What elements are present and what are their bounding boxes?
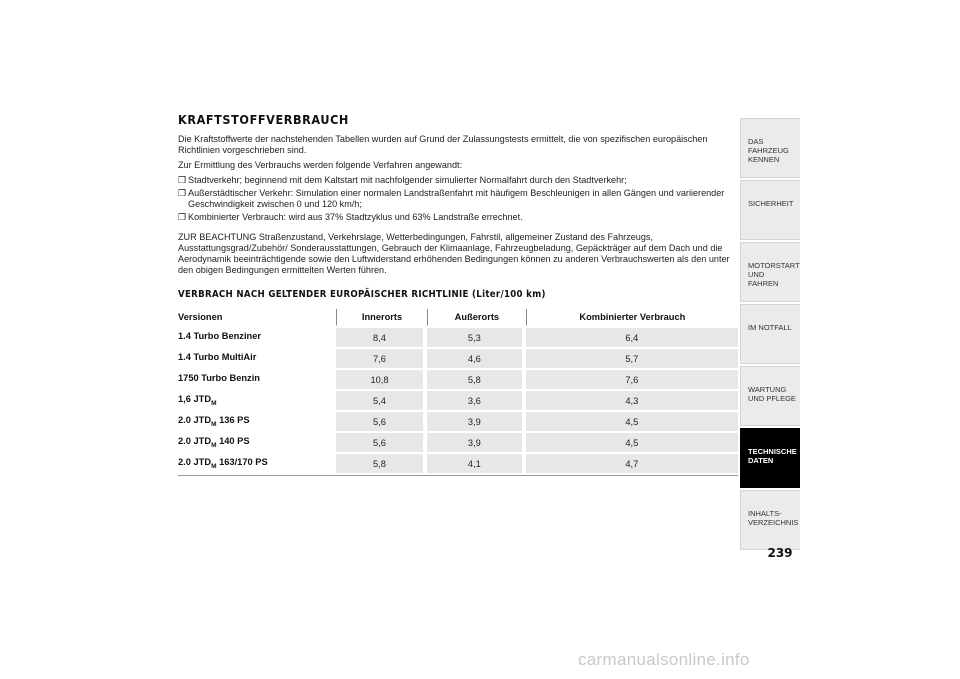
extra-urban-cell: 5,3 xyxy=(427,328,526,347)
urban-cell: 5,6 xyxy=(336,433,427,452)
tab-technische-daten[interactable]: TECHNISCHE DATEN xyxy=(740,428,800,488)
extra-urban-cell: 3,6 xyxy=(427,391,526,410)
tab-das-fahrzeug-kennen[interactable]: DAS FAHRZEUG KENNEN xyxy=(740,118,800,178)
checkbox-bullet-icon: ❒ xyxy=(178,212,187,222)
note-text: ZUR BEACHTUNG Straßenzustand, Verkehrslage, Wetterbedingungen, Fahrstil, allgemeiner Zustand des Fahrzeugs, Ausstattungsgrad/Zubehör/ Sonderausstattungen, Gebrauch der Klimaanlage, Fahrzeugbeladung, Gepäckträger auf dem Dach und die Aerodynamik beeinträchtigende sowie den Luftwiderstand erhöhenden Bedingungen können zu anderen Verbrauchswerten als den unter den obigen Bedingungen ermittelten Werten führen. xyxy=(178,232,730,275)
method-list xyxy=(178,175,738,223)
column-header-extra-urban: Außerorts xyxy=(427,309,526,326)
extra-urban-cell: 4,1 xyxy=(427,454,526,473)
combined-cell: 4,7 xyxy=(526,454,738,473)
page-title: KRAFTSTOFFVERBRAUCH xyxy=(178,112,349,127)
urban-cell: 5,8 xyxy=(336,454,427,473)
version-cell: 1.4 Turbo Benziner xyxy=(178,328,336,347)
urban-cell: 10,8 xyxy=(336,370,427,389)
tab-im-notfall[interactable]: IM NOTFALL xyxy=(740,304,800,364)
table-row xyxy=(178,412,738,431)
urban-cell: 7,6 xyxy=(336,349,427,368)
table-row xyxy=(178,370,738,389)
version-cell: 1,6 $JTD_M$ xyxy=(178,391,336,410)
table-row xyxy=(178,328,738,347)
consumption-table xyxy=(178,307,738,475)
extra-urban-cell: 4,6 xyxy=(427,349,526,368)
urban-cell: 8,4 xyxy=(336,328,427,347)
combined-cell: 7,6 xyxy=(526,370,738,389)
version-cell: 2.0 $JTD_M$ 163/170 PS xyxy=(178,454,336,473)
checkbox-bullet-icon: ❒ xyxy=(178,175,187,185)
version-cell: 1750 Turbo Benzin xyxy=(178,370,336,389)
version-cell: 2.0 $JTD_M$ 136 PS xyxy=(178,412,336,431)
column-header-combined: Kombinierter Verbrauch xyxy=(526,309,738,326)
page-number: 239 xyxy=(767,546,793,560)
table-row xyxy=(178,454,738,473)
checkbox-bullet-icon: ❒ xyxy=(178,188,187,198)
intro-text: Die Kraftstoffwerte der nachstehenden Tabellen wurden auf Grund der Zulassungstests ermittelt, die von spezifischen europäischen Richtlinien vorgeschrieben sind. xyxy=(178,134,708,155)
method-intro: Zur Ermittlung des Verbrauchs werden folgende Verfahren angewandt: xyxy=(178,160,463,170)
column-header-urban: Innerorts xyxy=(336,309,427,326)
urban-cell: 5,4 xyxy=(336,391,427,410)
table-header-row xyxy=(178,309,738,326)
tab-motorstart-und-fahren[interactable]: MOTORSTART UND FAHREN xyxy=(740,242,800,302)
table-bottom-rule xyxy=(178,475,738,476)
page-content xyxy=(178,112,738,476)
tab-inhaltsverzeichnis[interactable]: INHALTS- VERZEICHNIS xyxy=(740,490,800,550)
tab-sicherheit[interactable]: SICHERHEIT xyxy=(740,180,800,240)
version-cell: 1.4 Turbo MultiAir xyxy=(178,349,336,368)
combined-cell: 5,7 xyxy=(526,349,738,368)
extra-urban-cell: 3,9 xyxy=(427,433,526,452)
list-item: ❒ Kombinierter Verbrauch: wird aus 37% Stadtzyklus und 63% Landstraße errechnet. xyxy=(178,212,523,222)
combined-cell: 4,5 xyxy=(526,433,738,452)
combined-cell: 6,4 xyxy=(526,328,738,347)
table-title: VERBRACH NACH GELTENDER EUROPÄISCHER RICHTLINIE (Liter/100 km) xyxy=(178,289,546,300)
extra-urban-cell: 3,9 xyxy=(427,412,526,431)
list-item: ❒ Außerstädtischer Verkehr: Simulation einer normalen Landstraßenfahrt mit häufigem Beschleunigen in allen Gängen und variierender Geschwindigkeit zwischen 0 und 120 km/h; xyxy=(178,188,725,209)
column-header-versions: Versionen xyxy=(178,309,336,326)
watermark: carmanualsonline.info xyxy=(578,650,750,669)
table-row xyxy=(178,391,738,410)
extra-urban-cell: 5,8 xyxy=(427,370,526,389)
table-row xyxy=(178,349,738,368)
table-row xyxy=(178,433,738,452)
tab-wartung-und-pflege[interactable]: WARTUNG UND PFLEGE xyxy=(740,366,800,426)
combined-cell: 4,5 xyxy=(526,412,738,431)
urban-cell: 5,6 xyxy=(336,412,427,431)
list-item: ❒ Stadtverkehr; beginnend mit dem Kaltstart mit nachfolgender simulierter Normalfahrt durch den Stadtverkehr; xyxy=(178,175,627,185)
version-cell: 2.0 $JTD_M$ 140 PS xyxy=(178,433,336,452)
combined-cell: 4,3 xyxy=(526,391,738,410)
